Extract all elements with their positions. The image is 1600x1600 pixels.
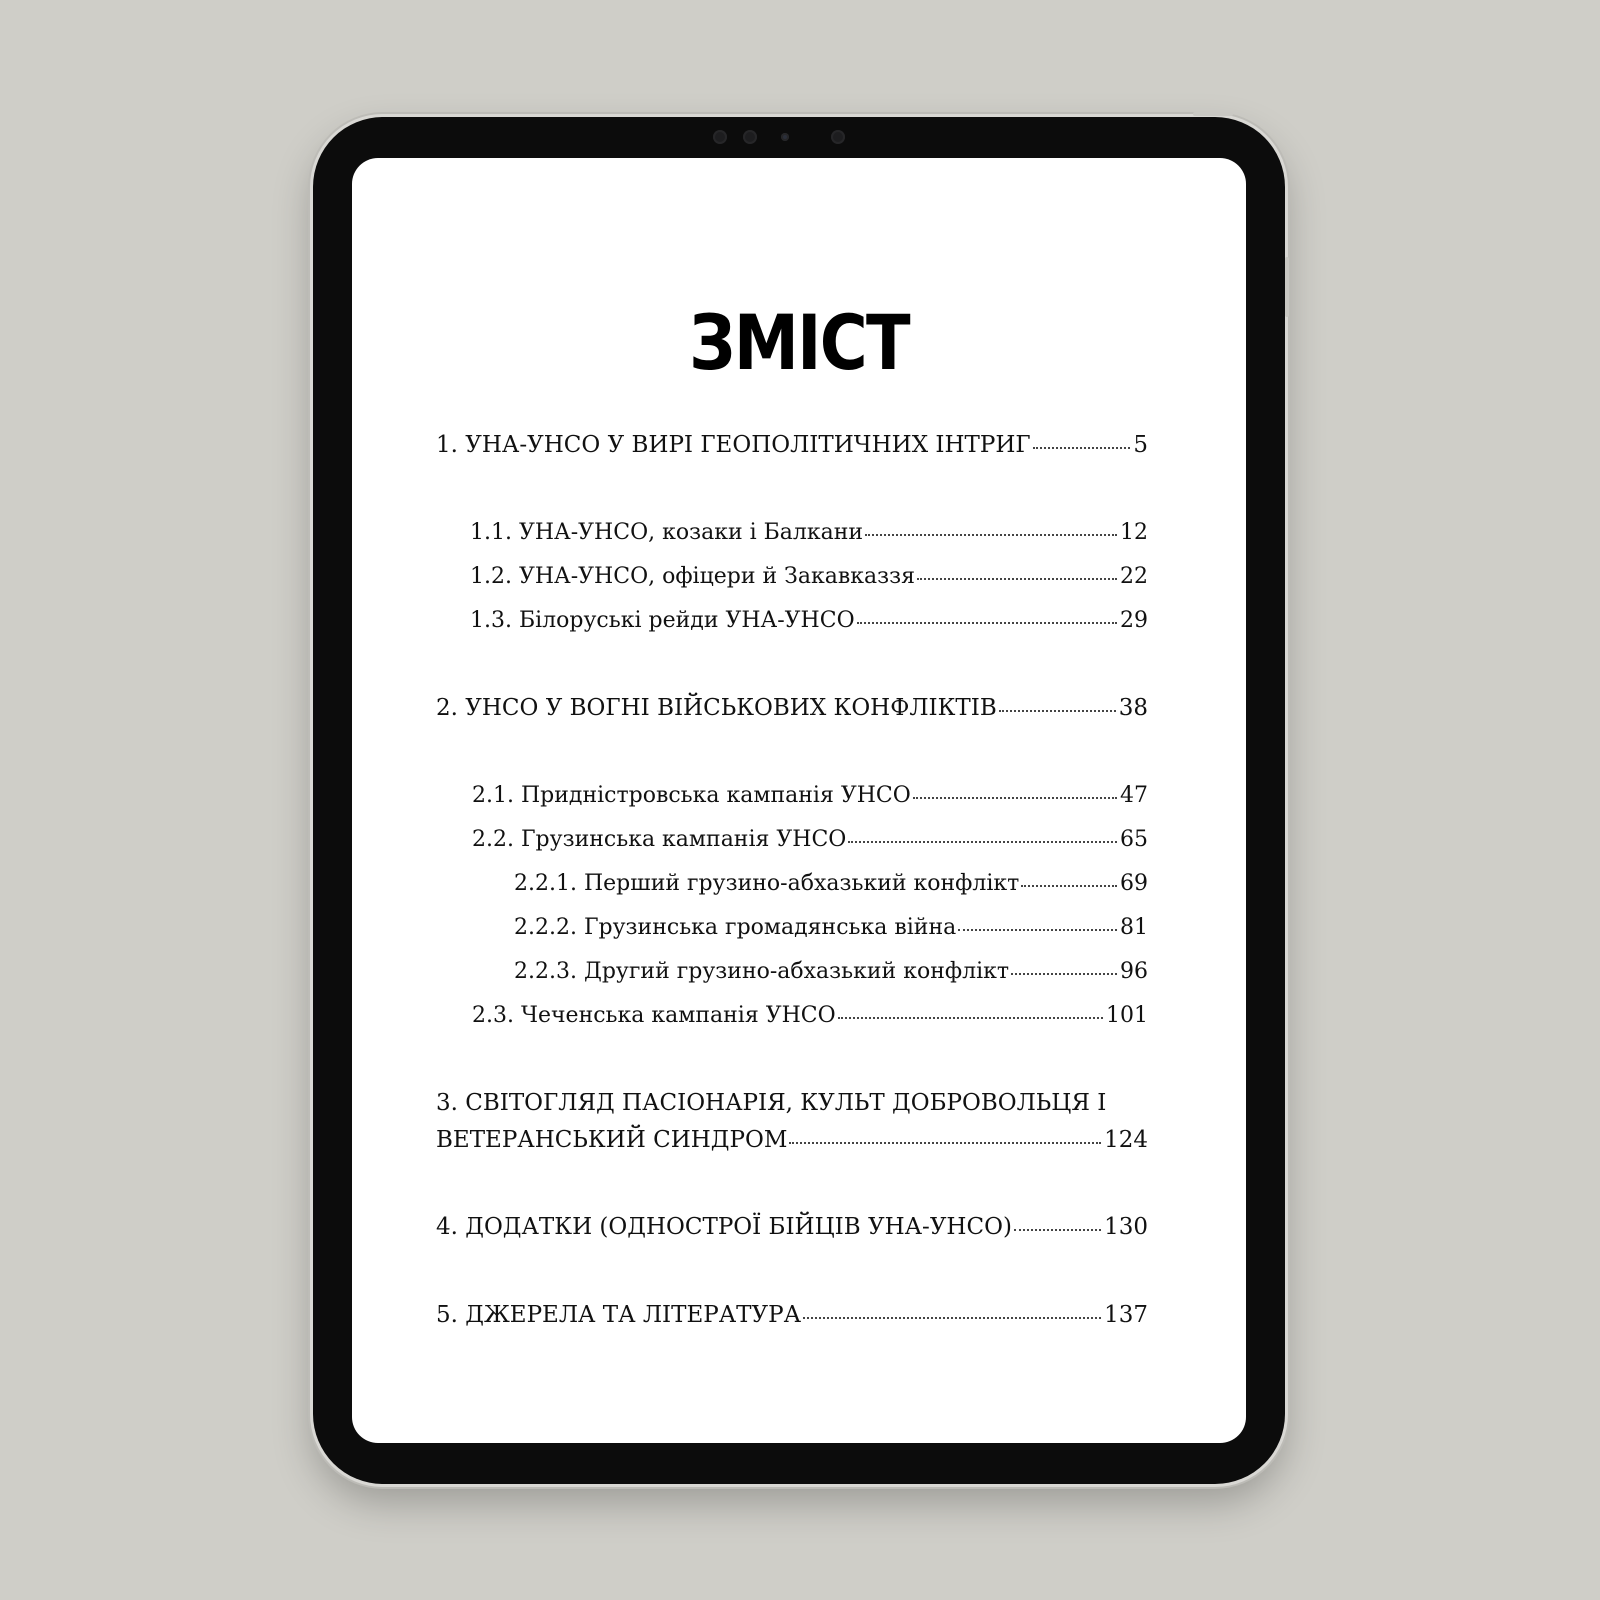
dot-leader — [865, 534, 1117, 536]
toc-entry-label: 1.3. Білоруські рейди УНА-УНСО — [470, 608, 855, 633]
toc-entry[interactable] — [436, 432, 1148, 458]
sensor-dot-left — [713, 130, 727, 144]
power-button — [1193, 112, 1233, 116]
toc-entry-label: 5. ДЖЕРЕЛА ТА ЛІТЕРАТУРА — [436, 1302, 802, 1328]
sensor-dot-right — [831, 130, 845, 144]
toc-entry[interactable] — [436, 1214, 1148, 1240]
tablet-device — [313, 117, 1285, 1484]
toc-entry-page: 137 — [1104, 1302, 1148, 1328]
toc-entry[interactable] — [436, 1302, 1148, 1328]
toc-entry-page: 124 — [1104, 1127, 1148, 1153]
toc-entry-page: 29 — [1120, 608, 1148, 633]
toc-entry-page: 101 — [1106, 1003, 1148, 1028]
toc-entry-page: 12 — [1120, 520, 1148, 545]
dot-leader — [913, 797, 1117, 799]
toc-entry-label: 2.2.3. Другий грузино-абхазький конфлікт — [514, 959, 1010, 984]
toc-entry[interactable] — [436, 695, 1148, 721]
toc-entry-label: 2.2.2. Грузинська громадянська війна — [514, 915, 957, 940]
toc-entry-label: 2.2. Грузинська кампанія УНСО — [472, 827, 847, 852]
toc-entry-page: 22 — [1120, 564, 1148, 589]
toc-entry[interactable] — [514, 871, 1148, 896]
toc-entry-label: 2.3. Чеченська кампанія УНСО — [472, 1003, 836, 1028]
dot-leader — [917, 578, 1117, 580]
dot-leader — [1011, 973, 1117, 975]
dot-leader — [803, 1317, 1101, 1319]
dot-leader — [1021, 885, 1117, 887]
dot-leader — [789, 1142, 1101, 1144]
toc-entry[interactable] — [472, 1003, 1148, 1028]
camera-bar — [713, 126, 883, 148]
toc-entry-label: 1.2. УНА-УНСО, офіцери й Закавказзя — [470, 564, 915, 589]
toc-entry-label: 2.1. Придністровська кампанія УНСО — [472, 783, 911, 808]
table-of-contents — [352, 158, 1246, 1443]
camera-indicator — [781, 133, 789, 141]
toc-entry-page: 47 — [1120, 783, 1148, 808]
toc-entry[interactable] — [514, 959, 1148, 984]
toc-entry[interactable] — [470, 520, 1148, 545]
dot-leader — [848, 841, 1117, 843]
toc-entry[interactable] — [472, 827, 1148, 852]
toc-entry[interactable] — [436, 1127, 1148, 1153]
dot-leader — [857, 622, 1117, 624]
toc-entry-page: 81 — [1120, 915, 1148, 940]
toc-entry[interactable] — [470, 608, 1148, 633]
dot-leader — [1014, 1229, 1101, 1231]
toc-entry-label: 2.2.1. Перший грузино-абхазький конфлікт — [514, 871, 1020, 896]
toc-entry-label: ВЕТЕРАНСЬКИЙ СИНДРОМ — [436, 1127, 788, 1153]
toc-entry-label: 2. УНСО У ВОГНІ ВІЙСЬКОВИХ КОНФЛІКТІВ — [436, 695, 997, 721]
toc-entry-label: 4. ДОДАТКИ (ОДНОСТРОЇ БІЙЦІВ УНА-УНСО) — [436, 1214, 1012, 1240]
page-title: ЗМІСТ — [689, 298, 909, 387]
front-camera — [743, 130, 757, 144]
toc-entry-page: 5 — [1133, 432, 1148, 458]
toc-entry[interactable] — [472, 783, 1148, 808]
volume-button — [1285, 257, 1289, 317]
toc-entry-label: 1. УНА-УНСО У ВИРІ ГЕОПОЛІТИЧНИХ ІНТРИГ — [436, 432, 1031, 458]
toc-entry[interactable] — [514, 915, 1148, 940]
dot-leader — [1033, 447, 1131, 449]
toc-entry-page: 96 — [1120, 959, 1148, 984]
dot-leader — [958, 929, 1117, 931]
toc-entry-page: 69 — [1120, 871, 1148, 896]
screen — [352, 158, 1246, 1443]
dot-leader — [838, 1017, 1103, 1019]
toc-entry-label: 1.1. УНА-УНСО, козаки і Балкани — [470, 520, 864, 545]
toc-entry-page: 130 — [1104, 1214, 1148, 1240]
dot-leader — [999, 710, 1116, 712]
toc-entry-page: 65 — [1120, 827, 1148, 852]
toc-entry[interactable] — [470, 564, 1148, 589]
toc-entry-label-line1[interactable]: 3. СВІТОГЛЯД ПАСІОНАРІЯ, КУЛЬТ ДОБРОВОЛЬЦЯ І — [436, 1090, 1107, 1116]
toc-entry-page: 38 — [1118, 695, 1148, 721]
